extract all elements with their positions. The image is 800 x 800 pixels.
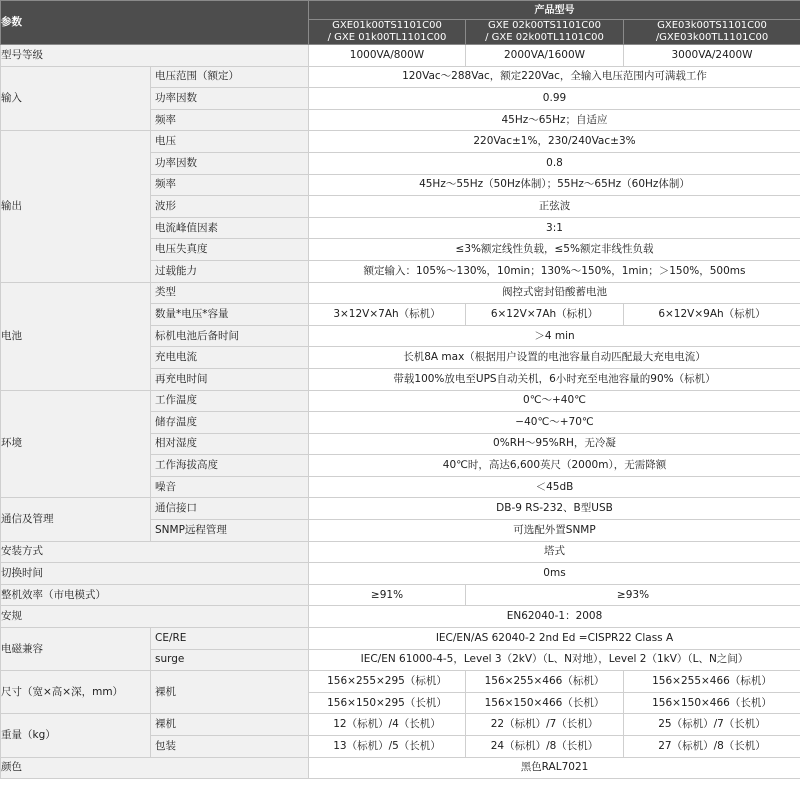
cell-value: 0.99 bbox=[309, 88, 800, 110]
cell-value: ＞4 min bbox=[309, 325, 800, 347]
sub-label: 裸机 bbox=[151, 714, 309, 736]
header-row bbox=[1, 1, 800, 20]
row-label: 型号等级 bbox=[1, 45, 309, 67]
sub-label: 电压失真度 bbox=[151, 239, 309, 261]
table-row bbox=[1, 282, 800, 304]
sub-label: 储存温度 bbox=[151, 412, 309, 434]
cell-value: 阀控式密封铅酸蓄电池 bbox=[309, 282, 800, 304]
cell-value: IEC/EN 61000-4-5，Level 3（2kV）（L、N对地），Level 2（1kV）（L、N之间） bbox=[309, 649, 800, 671]
row-label: 安规 bbox=[1, 606, 309, 628]
cell-value: ≤3%额定线性负载，≤5%额定非线性负载 bbox=[309, 239, 800, 261]
sub-label: 过载能力 bbox=[151, 260, 309, 282]
table-row bbox=[1, 606, 800, 628]
sub-label: 裸机 bbox=[151, 671, 309, 714]
category-label: 环境 bbox=[1, 390, 151, 498]
cell-value: 13（标机）/5（长机） bbox=[309, 736, 466, 758]
sub-label: SNMP远程管理 bbox=[151, 520, 309, 542]
cell-value: 27（标机）/8（长机） bbox=[624, 736, 800, 758]
cell-value: 0.8 bbox=[309, 152, 800, 174]
cell-value: 156×255×295（标机） bbox=[309, 671, 466, 693]
row-label: 安装方式 bbox=[1, 541, 309, 563]
sub-label: 电流峰值因素 bbox=[151, 217, 309, 239]
sub-label: 相对湿度 bbox=[151, 433, 309, 455]
sub-label: 工作温度 bbox=[151, 390, 309, 412]
cell-value: 12（标机）/4（长机） bbox=[309, 714, 466, 736]
model-1-line1: GXE01k00TS1101C00 bbox=[332, 20, 442, 31]
cell-value: 120Vac～288Vac，额定220Vac，全输入电压范围内可满载工作 bbox=[309, 66, 800, 88]
sub-label: 波形 bbox=[151, 196, 309, 218]
category-label: 输出 bbox=[1, 131, 151, 282]
cell-value: 1000VA/800W bbox=[309, 45, 466, 67]
cell-value: 3000VA/2400W bbox=[624, 45, 800, 67]
cell-value: 可选配外置SNMP bbox=[309, 520, 800, 542]
cell-value: ≥91% bbox=[309, 584, 466, 606]
cell-value: 45Hz～55Hz（50Hz体制）；55Hz～65Hz（60Hz体制） bbox=[309, 174, 800, 196]
cell-value: 3×12V×7Ah（标机） bbox=[309, 304, 466, 326]
model-3 bbox=[624, 20, 800, 45]
cell-value: 156×255×466（标机） bbox=[466, 671, 624, 693]
cell-value: 24（标机）/8（长机） bbox=[466, 736, 624, 758]
product-model-header: 产品型号 bbox=[309, 1, 800, 20]
model-3-line1: GXE03k00TS1101C00 bbox=[657, 20, 767, 31]
sub-label: surge bbox=[151, 649, 309, 671]
cell-value: 塔式 bbox=[309, 541, 800, 563]
sub-label: 频率 bbox=[151, 109, 309, 131]
cell-value: 0ms bbox=[309, 563, 800, 585]
cell-value: 220Vac±1%，230/240Vac±3% bbox=[309, 131, 800, 153]
cell-value: 45Hz～65Hz；自适应 bbox=[309, 109, 800, 131]
cell-value: 6×12V×9Ah（标机） bbox=[624, 304, 800, 326]
cell-value: 156×255×466（标机） bbox=[624, 671, 800, 693]
cell-value: IEC/EN/AS 62040-2 2nd Ed =CISPR22 Class A bbox=[309, 628, 800, 650]
row-label: 整机效率（市电模式） bbox=[1, 584, 309, 606]
cell-value: 2000VA/1600W bbox=[466, 45, 624, 67]
cell-value: 40℃时，高达6,600英尺（2000m），无需降额 bbox=[309, 455, 800, 477]
table-row bbox=[1, 390, 800, 412]
table-row bbox=[1, 714, 800, 736]
sub-label: 包装 bbox=[151, 736, 309, 758]
sub-label: 数量*电压*容量 bbox=[151, 304, 309, 326]
cell-value: 0℃～+40℃ bbox=[309, 390, 800, 412]
cell-value: 3:1 bbox=[309, 217, 800, 239]
cell-value: 22（标机）/7（长机） bbox=[466, 714, 624, 736]
model-2-line1: GXE 02k00TS1101C00 bbox=[488, 20, 601, 31]
sub-label: 电压 bbox=[151, 131, 309, 153]
cell-value: 正弦波 bbox=[309, 196, 800, 218]
table-row bbox=[1, 45, 800, 67]
cell-value: 6×12V×7Ah（标机） bbox=[466, 304, 624, 326]
param-header: 参数 bbox=[1, 1, 309, 45]
cell-value: 带载100%放电至UPS自动关机，6小时充至电池容量的90%（标机） bbox=[309, 368, 800, 390]
sub-label: 噪音 bbox=[151, 476, 309, 498]
sub-label: 再充电时间 bbox=[151, 368, 309, 390]
table-row bbox=[1, 563, 800, 585]
sub-label: 频率 bbox=[151, 174, 309, 196]
category-label: 尺寸（宽×高×深，mm） bbox=[1, 671, 151, 714]
sub-label: 类型 bbox=[151, 282, 309, 304]
sub-label: 电压范围（额定） bbox=[151, 66, 309, 88]
model-1-line2: / GXE 01k00TL1101C00 bbox=[327, 32, 447, 43]
cell-value: 长机8A max（根据用户设置的电池容量自动匹配最大充电电流） bbox=[309, 347, 800, 369]
table-row bbox=[1, 131, 800, 153]
cell-value: 156×150×295（长机） bbox=[309, 692, 466, 714]
cell-value: ≥93% bbox=[466, 584, 800, 606]
model-3-line2: /GXE03k00TL1101C00 bbox=[655, 32, 769, 43]
model-1 bbox=[309, 20, 466, 45]
table-row bbox=[1, 584, 800, 606]
cell-value: 黑色RAL7021 bbox=[309, 757, 800, 779]
sub-label: CE/RE bbox=[151, 628, 309, 650]
sub-label: 工作海拔高度 bbox=[151, 455, 309, 477]
category-label: 电磁兼容 bbox=[1, 628, 151, 671]
cell-value: −40℃～+70℃ bbox=[309, 412, 800, 434]
sub-label: 功率因数 bbox=[151, 152, 309, 174]
sub-label: 通信接口 bbox=[151, 498, 309, 520]
row-label: 颜色 bbox=[1, 757, 309, 779]
model-2-line2: / GXE 02k00TL1101C00 bbox=[485, 32, 604, 43]
table-row bbox=[1, 671, 800, 693]
category-label: 重量（kg） bbox=[1, 714, 151, 757]
table-row bbox=[1, 498, 800, 520]
cell-value: DB-9 RS-232、B型USB bbox=[309, 498, 800, 520]
category-label: 输入 bbox=[1, 66, 151, 131]
table-row bbox=[1, 66, 800, 88]
category-label: 电池 bbox=[1, 282, 151, 390]
cell-value: EN62040-1：2008 bbox=[309, 606, 800, 628]
table-row bbox=[1, 757, 800, 779]
cell-value: ＜45dB bbox=[309, 476, 800, 498]
cell-value: 156×150×466（长机） bbox=[624, 692, 800, 714]
sub-label: 充电电流 bbox=[151, 347, 309, 369]
table-row bbox=[1, 541, 800, 563]
sub-label: 标机电池后备时间 bbox=[151, 325, 309, 347]
model-2 bbox=[466, 20, 624, 45]
cell-value: 156×150×466（长机） bbox=[466, 692, 624, 714]
row-label: 切换时间 bbox=[1, 563, 309, 585]
cell-value: 额定输入：105%～130%，10min；130%～150%，1min；＞150%，500ms bbox=[309, 260, 800, 282]
sub-label: 功率因数 bbox=[151, 88, 309, 110]
table-row bbox=[1, 628, 800, 650]
cell-value: 0%RH～95%RH，无冷凝 bbox=[309, 433, 800, 455]
category-label: 通信及管理 bbox=[1, 498, 151, 541]
cell-value: 25（标机）/7（长机） bbox=[624, 714, 800, 736]
